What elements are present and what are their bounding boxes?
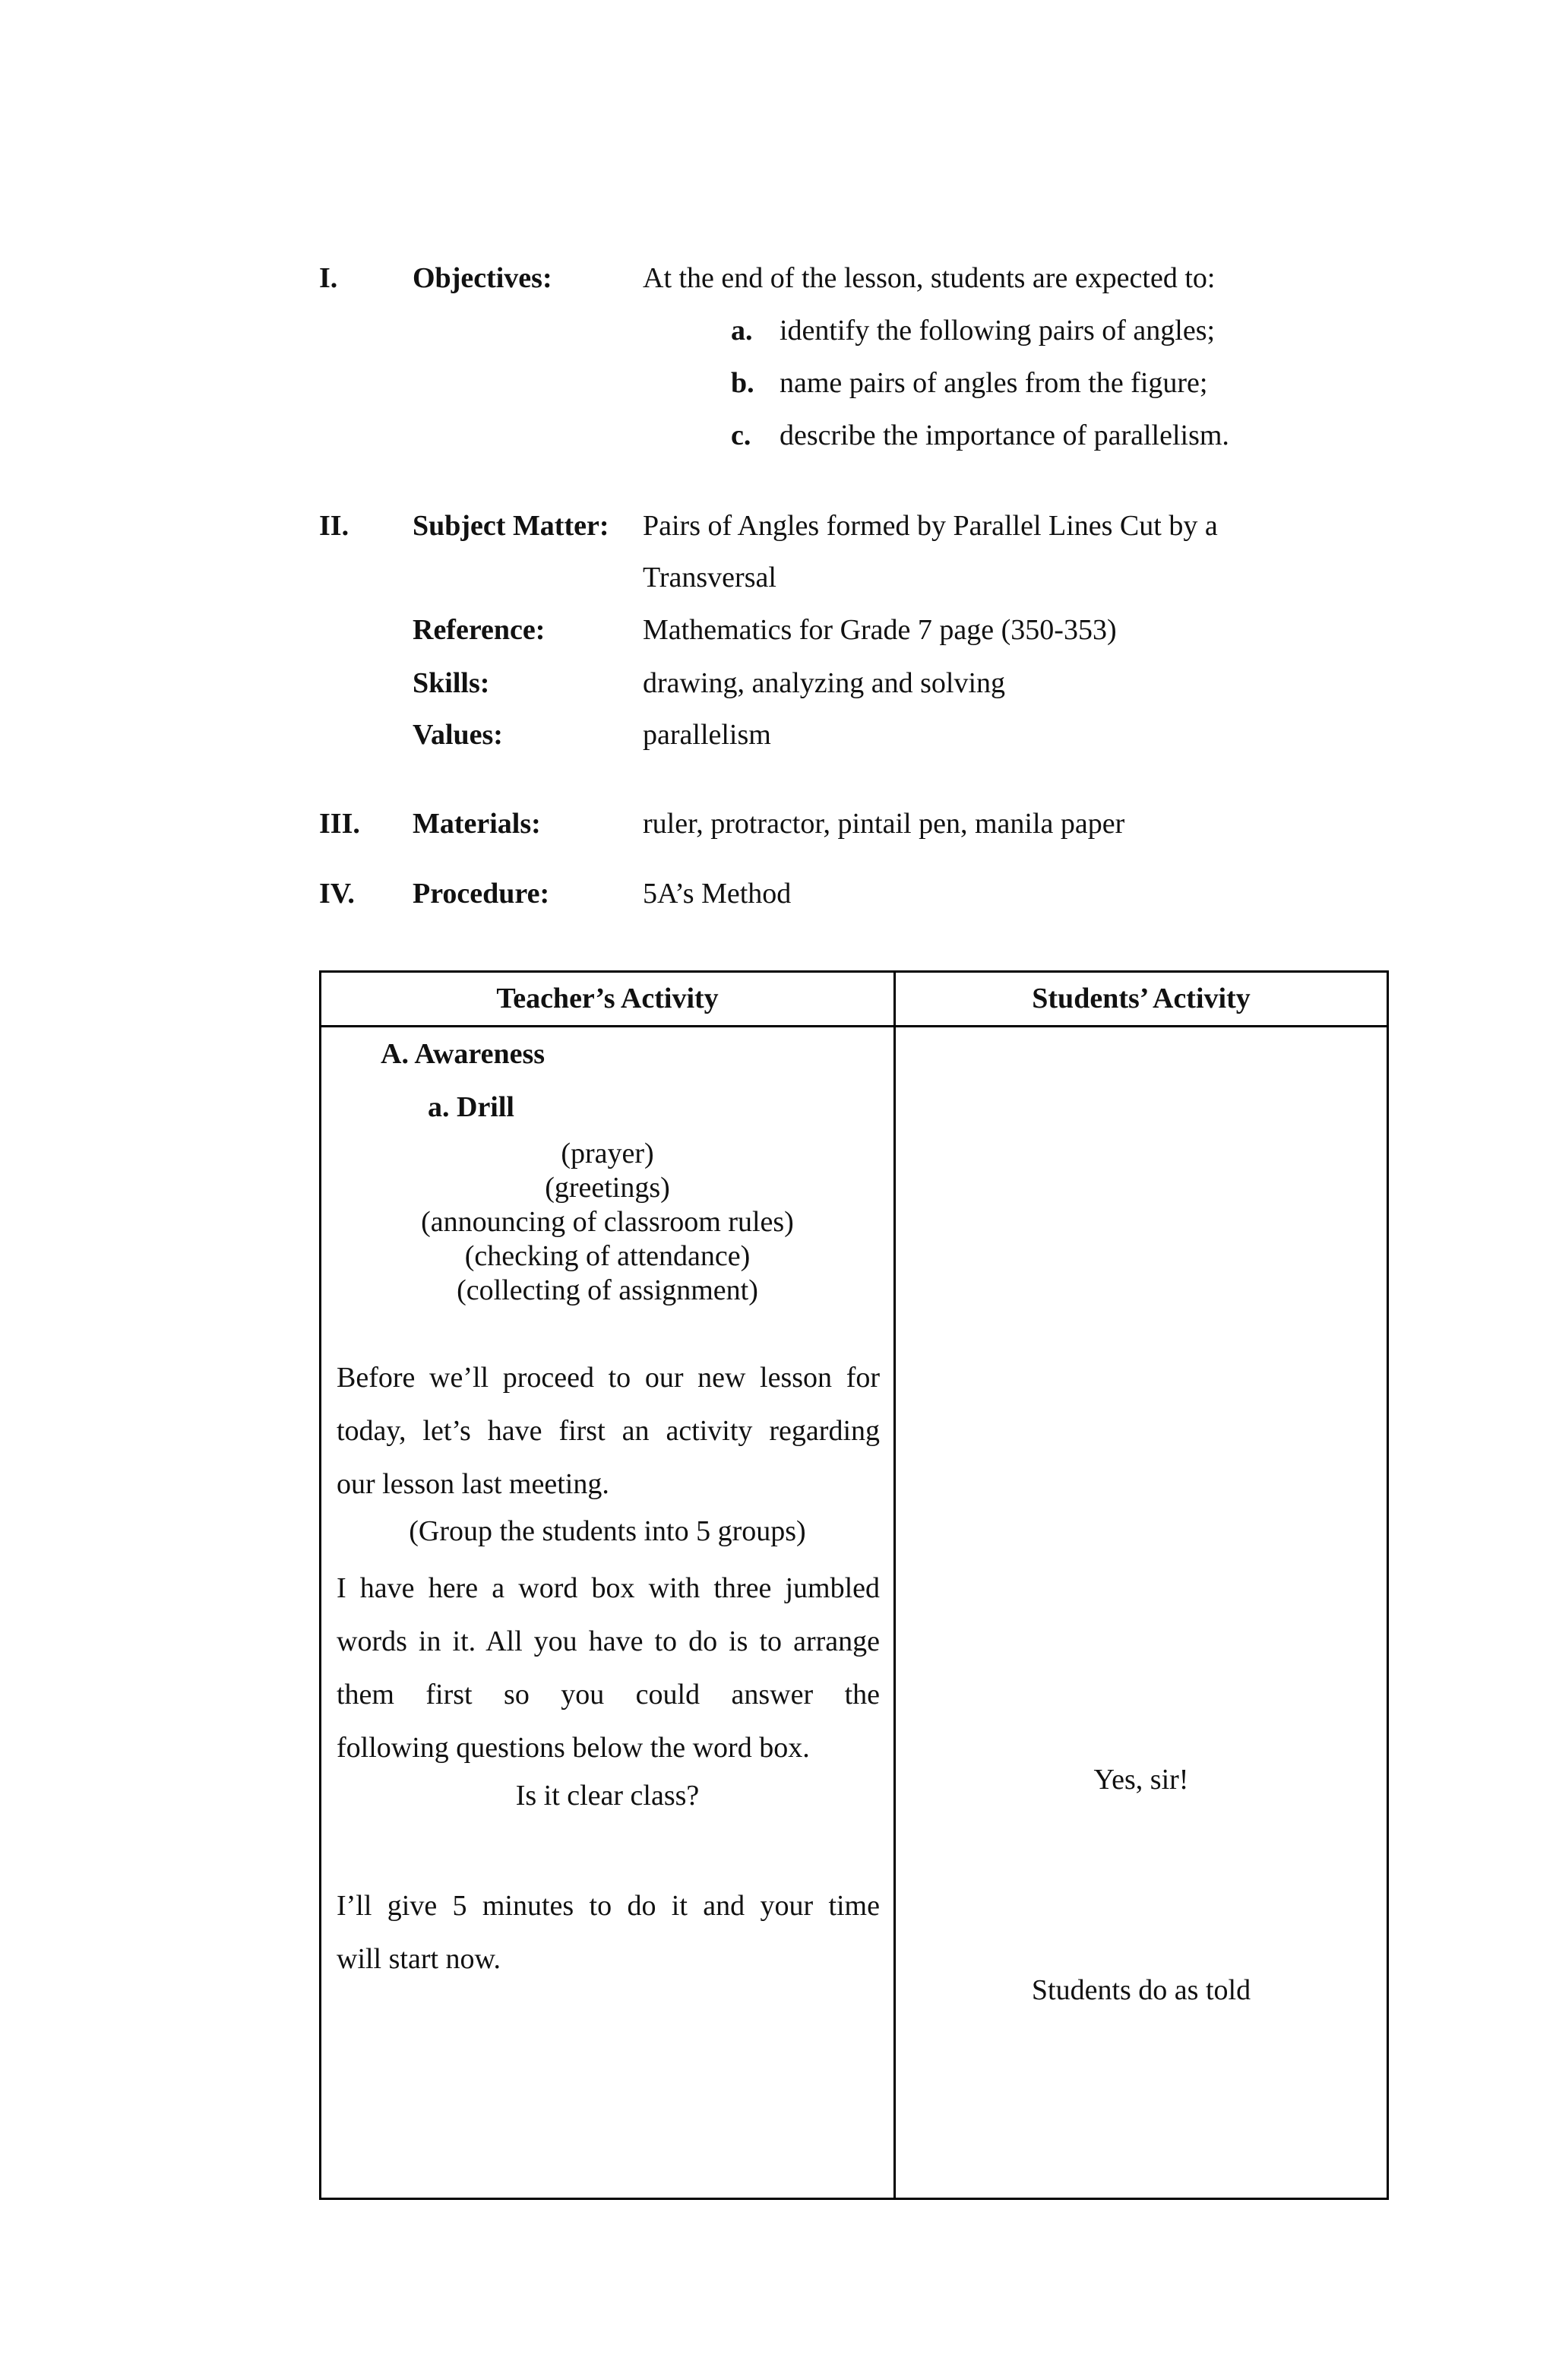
awareness-heading: A. Awareness — [381, 1038, 546, 1070]
paragraph-line: our lesson last meeting. — [337, 1468, 609, 1500]
skills-label: Skills: — [413, 667, 490, 699]
table-column-divider — [893, 973, 896, 2198]
paragraph-line: Before we’ll proceed to our new lesson for — [337, 1362, 880, 1394]
subject-matter-value-line2: Transversal — [643, 562, 776, 593]
routine-item: (prayer) — [561, 1138, 654, 1169]
paragraph-line: will start now. — [337, 1943, 501, 1975]
values-value: parallelism — [643, 719, 771, 751]
skills-value: drawing, analyzing and solving — [643, 667, 1006, 699]
reference-value: Mathematics for Grade 7 page (350-353) — [643, 614, 1117, 646]
student-reply-do-as-told: Students do as told — [1031, 1974, 1251, 2006]
paragraph-line: them first so you could answer the — [337, 1679, 880, 1711]
reference-label: Reference: — [413, 614, 546, 646]
procedure-label: Procedure: — [413, 878, 550, 910]
objective-item-c: describe the importance of parallelism. — [780, 419, 1229, 451]
paragraph-line: today, let’s have first an activity regarding — [337, 1415, 880, 1447]
subject-matter-label: Subject Matter: — [413, 510, 609, 542]
routine-item: (collecting of assignment) — [457, 1274, 758, 1306]
objective-letter-a: a. — [731, 315, 753, 347]
section-number-procedure: IV. — [319, 878, 355, 910]
objectives-label: Objectives: — [413, 262, 552, 294]
procedure-value: 5A’s Method — [643, 878, 792, 910]
student-reply-yes: Yes, sir! — [1093, 1764, 1189, 1796]
objective-item-b: name pairs of angles from the figure; — [780, 367, 1208, 399]
section-number-objectives: I. — [319, 262, 338, 294]
section-number-subject-matter: II. — [319, 510, 349, 542]
routine-item: (greetings) — [545, 1172, 670, 1204]
subject-matter-value-line1: Pairs of Angles formed by Parallel Lines Cut by a — [643, 510, 1218, 542]
routine-item: (checking of attendance) — [464, 1240, 751, 1272]
materials-label: Materials: — [413, 808, 541, 840]
students-activity-header: Students’ Activity — [1032, 983, 1251, 1014]
activity-table — [319, 970, 1389, 2200]
materials-value: ruler, protractor, pintail pen, manila paper — [643, 808, 1125, 840]
objective-item-a: identify the following pairs of angles; — [780, 315, 1216, 347]
timer-paragraph — [337, 1879, 880, 1986]
paragraph-line: words in it. All you have to do is to arrange — [337, 1625, 880, 1657]
objectives-intro: At the end of the lesson, students are expected to: — [643, 262, 1216, 294]
clarity-question: Is it clear class? — [515, 1780, 700, 1812]
instructions-paragraph — [337, 1562, 880, 1774]
objective-letter-c: c. — [731, 419, 751, 451]
paragraph-line: following questions below the word box. — [337, 1732, 810, 1764]
teacher-activity-header: Teacher’s Activity — [496, 983, 719, 1014]
values-label: Values: — [413, 719, 503, 751]
group-note: (Group the students into 5 groups) — [409, 1515, 806, 1547]
section-number-materials: III. — [319, 808, 360, 840]
routine-item: (announcing of classroom rules) — [421, 1206, 794, 1238]
routine-list — [321, 1137, 893, 1308]
paragraph-line: I’ll give 5 minutes to do it and your time — [337, 1890, 880, 1922]
paragraph-line: I have here a word box with three jumbled — [337, 1572, 880, 1604]
drill-heading: a. Drill — [428, 1091, 514, 1123]
intro-paragraph — [337, 1351, 880, 1511]
objective-letter-b: b. — [731, 367, 754, 399]
